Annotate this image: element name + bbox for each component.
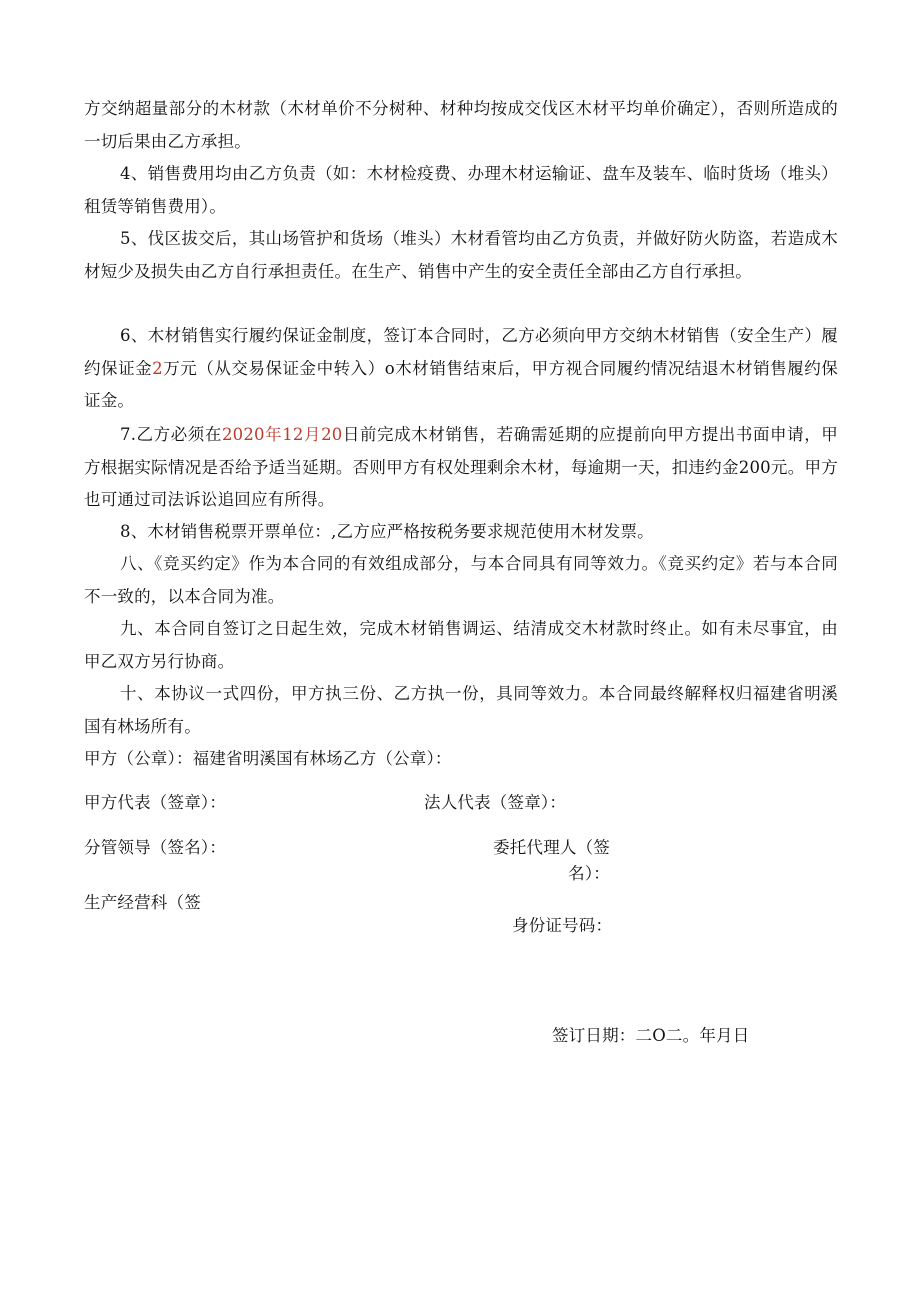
party-a-representative: 甲方代表（签章）： — [84, 793, 227, 812]
paragraph-continuation: 方交纳超量部分的木材款（木材单价不分树种、材种均按成交伐区木材平均单价确定），否则所造成的一切后果由乙方承担。 — [84, 99, 838, 151]
deposit-amount: 2 — [152, 358, 163, 378]
paragraph-6-text-before: 6、木材销售实行履约保证金制度，签订本合同时，乙方必须向甲方交纳木材销售（安全生产）履约保证金 — [84, 326, 838, 378]
paragraph-6 — [84, 320, 838, 418]
id-number: 身份证号码： — [512, 916, 613, 935]
paragraph-7-text-after: 日前完成木材销售，若确需延期的应提前向甲方提出书面申请，甲方根据实际情况是否给予适当延期。否则甲方有权处理剩余木材，每逾期一天，扣违约金200元。甲方也可通过司法诉讼追回应有所得。 — [84, 425, 838, 509]
clause-eight: 八、《竞买约定》作为本合同的有效组成部分，与本合同具有同等效力。《竞买约定》若与本合同不一致的，以本合同为准。 — [84, 554, 838, 606]
signing-date: 签订日期：二O二。年月日 — [552, 1026, 750, 1045]
authorized-agent: 委托代理人（签名）： — [493, 838, 610, 883]
paragraph-7-text-before: 7.乙方必须在 — [120, 425, 222, 444]
paragraph-8: 8、木材销售税票开票单位：,乙方应严格按税务要求规范使用木材发票。 — [120, 522, 654, 541]
party-seal-line: 甲方（公章）：福建省明溪国有林场乙方（公章）： — [84, 749, 452, 768]
paragraph-4: 4、销售费用均由乙方负责（如：木材检疫费、办理木材运输证、盘车及装车、临时货场（堆头）租赁等销售费用）。 — [84, 164, 838, 216]
production-department: 生产经营科（签 — [84, 893, 201, 912]
paragraph-6-text-after: 万元（从交易保证金中转入）o木材销售结束后，甲方视合同履约情况结退木材销售履约保证金。 — [84, 358, 838, 410]
deadline-date: 2020年12月20 — [221, 425, 343, 444]
clause-nine: 九、本合同自签订之日起生效，完成木材销售调运、结清成交木材款时终止。如有未尽事宜，由甲乙双方另行协商。 — [84, 619, 838, 671]
supervising-leader: 分管领导（签名）： — [84, 838, 227, 857]
paragraph-5: 5、伐区拔交后，其山场管护和货场（堆头）木材看管均由乙方负责，并做好防火防盗，若造成木材短少及损失由乙方自行承担责任。在生产、销售中产生的安全责任全部由乙方自行承担。 — [84, 229, 838, 281]
clause-ten: 十、本协议一式四份，甲方执三份、乙方执一份，具同等效力。本合同最终解释权归福建省明溪国有林场所有。 — [84, 684, 838, 736]
legal-representative: 法人代表（签章）： — [424, 793, 567, 812]
paragraph-7 — [84, 419, 838, 517]
